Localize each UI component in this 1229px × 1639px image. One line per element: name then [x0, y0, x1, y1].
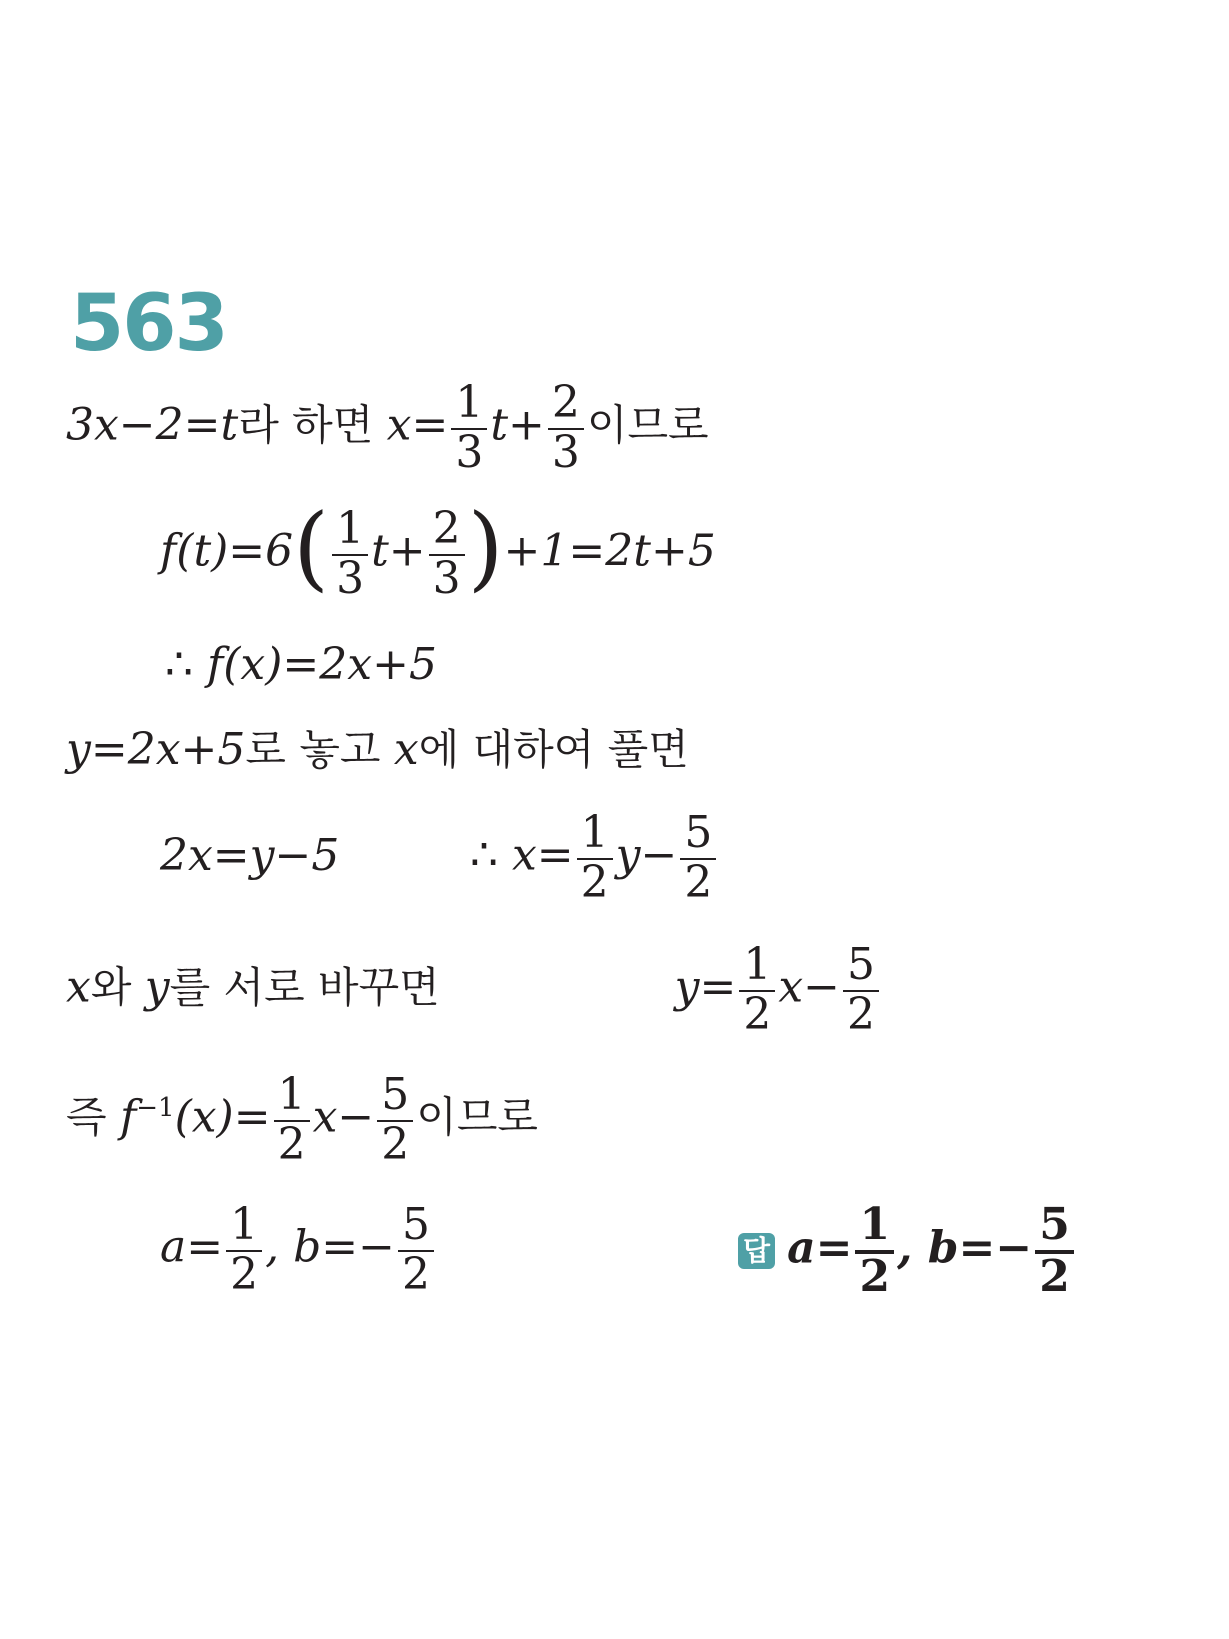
frac-numerator: 5: [843, 942, 879, 992]
frac-numerator: 2: [548, 380, 584, 430]
line6-frac-2: [843, 939, 879, 1041]
right-paren: ): [467, 494, 504, 602]
line8-frac-2: [398, 1199, 434, 1301]
frac-denominator: 2: [1039, 1251, 1070, 1303]
frac-denominator: 2: [277, 1119, 306, 1171]
line-6: [66, 939, 882, 1041]
line-8: [160, 1199, 437, 1301]
frac-denominator: 2: [847, 989, 876, 1041]
line4-expr: y=2x+5: [66, 724, 246, 775]
answer-frac-1: [855, 1199, 894, 1303]
answer-badge: 답: [738, 1233, 775, 1269]
line1-lhs: 3x−2=t: [66, 399, 239, 451]
frac-denominator: 2: [743, 989, 772, 1041]
line3-expr: f(x)=2x+5: [206, 639, 437, 690]
problem-number: 563: [70, 279, 227, 369]
line1-x-eq: x=: [386, 399, 449, 451]
line7-mid: x−: [312, 1091, 375, 1143]
line1-frac-1: [451, 377, 487, 479]
line6-x: x: [66, 961, 91, 1013]
line-7: [66, 1069, 538, 1171]
line2-frac-1: [332, 503, 368, 605]
frac-numerator: 5: [398, 1202, 434, 1252]
answer-a-eq: a=: [787, 1222, 853, 1274]
line1-text2: 이므로: [586, 400, 709, 450]
line7-text2: 이므로: [416, 1092, 538, 1142]
line4-x: x: [393, 724, 419, 775]
line2-ft: f(t)=6: [160, 525, 294, 577]
line7-frac-1: [274, 1069, 310, 1171]
frac-denominator: 2: [401, 1249, 430, 1301]
line1-text1: 라 하면: [238, 400, 387, 450]
line5-frac-2: [680, 807, 716, 909]
line2-frac-2: [429, 503, 465, 605]
left-paren: (: [293, 494, 330, 602]
line2-t-plus: t+: [371, 525, 426, 577]
line8-frac-1: [226, 1199, 262, 1301]
line-3: [165, 639, 437, 690]
frac-denominator: 3: [336, 553, 365, 605]
answer-frac-2: [1035, 1199, 1074, 1303]
frac-denominator: 3: [551, 427, 580, 479]
frac-numerator: 5: [377, 1072, 413, 1122]
line5-x-eq: x=: [511, 829, 574, 881]
line2-tail: +1=2t+5: [503, 525, 716, 577]
answer-sep: , b=−: [897, 1222, 1033, 1274]
frac-numerator: 5: [1035, 1202, 1074, 1254]
frac-denominator: 2: [230, 1249, 259, 1301]
line7-f: f: [119, 1091, 137, 1143]
line7-frac-2: [377, 1069, 413, 1171]
line5-frac-1: [577, 807, 613, 909]
line-4: [66, 724, 689, 775]
line6-y-eq: y=: [674, 961, 737, 1013]
frac-numerator: 1: [739, 942, 775, 992]
line5-expr1: 2x=y−5: [160, 829, 340, 881]
line-5: [160, 807, 719, 909]
frac-numerator: 1: [855, 1202, 894, 1254]
line4-text2: 에 대하여 풀면: [418, 725, 689, 774]
line5-mid: y−: [615, 829, 678, 881]
therefore-symbol: ∴: [165, 639, 207, 690]
frac-denominator: 2: [580, 857, 609, 909]
frac-numerator: 1: [274, 1072, 310, 1122]
inverse-superscript: −1: [136, 1093, 175, 1124]
line1-t-plus: t+: [490, 399, 545, 451]
frac-denominator: 2: [684, 857, 713, 909]
frac-numerator: 1: [332, 506, 368, 556]
frac-numerator: 1: [577, 810, 613, 860]
line-1: [66, 377, 709, 479]
line6-y: y: [144, 961, 170, 1013]
frac-denominator: 2: [859, 1251, 891, 1303]
line6-frac-1: [739, 939, 775, 1041]
line1-frac-2: [548, 377, 584, 479]
line-2: [160, 494, 716, 605]
line6-text2: 를 서로 바꾸면: [169, 962, 440, 1012]
line4-text1: 로 놓고: [245, 725, 394, 774]
line6-text1: 와: [90, 962, 145, 1012]
frac-denominator: 3: [455, 427, 484, 479]
therefore-symbol: ∴: [470, 829, 512, 881]
line8-sep: , b=−: [265, 1221, 395, 1273]
line6-mid: x−: [778, 961, 841, 1013]
line7-arg: (x)=: [174, 1091, 271, 1143]
frac-numerator: 2: [429, 506, 465, 556]
frac-numerator: 1: [226, 1202, 262, 1252]
frac-numerator: 5: [680, 810, 716, 860]
frac-denominator: 2: [381, 1119, 410, 1171]
frac-denominator: 3: [432, 553, 461, 605]
frac-numerator: 1: [451, 380, 487, 430]
line8-a-eq: a=: [160, 1221, 224, 1273]
line7-text1: 즉: [66, 1092, 120, 1142]
answer: [738, 1199, 1077, 1303]
